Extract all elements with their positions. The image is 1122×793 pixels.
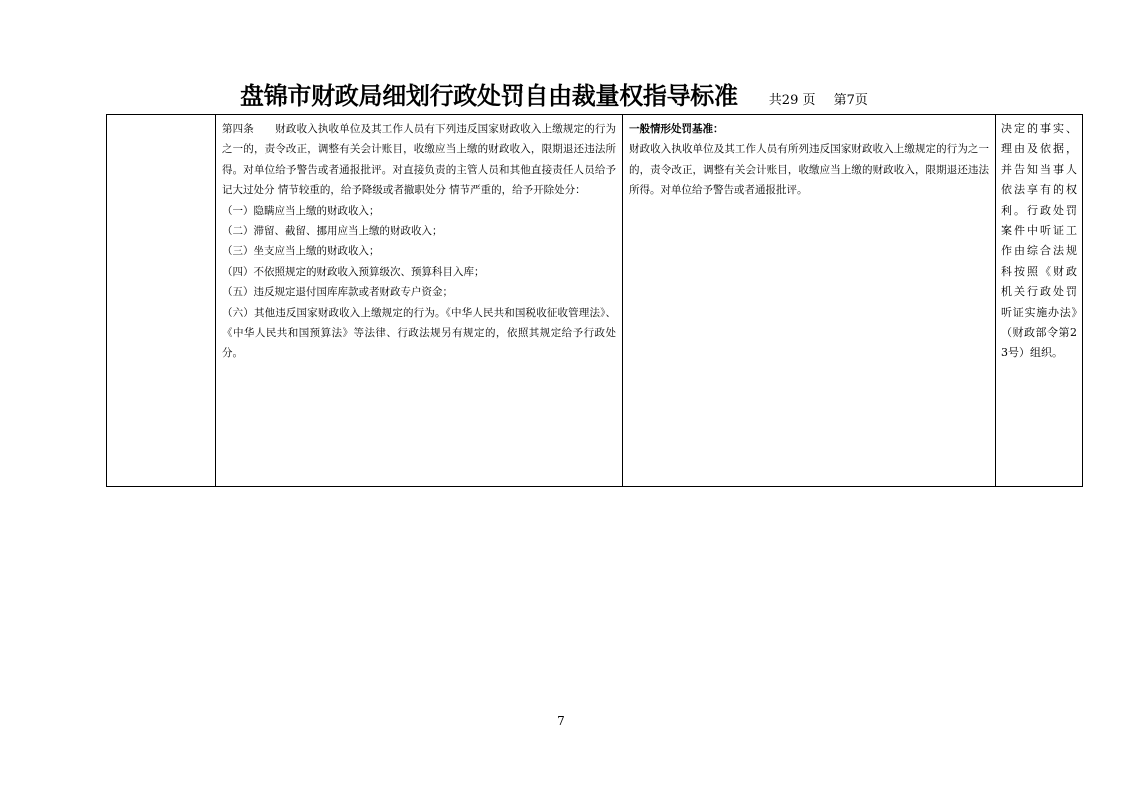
page-header xyxy=(240,76,1040,110)
provision-paragraph: 第四条 财政收入执收单位及其工作人员有下列违反国家财政收入上缴规定的行为之一的，责令改正，调整有关会计账目，收缴应当上缴的财政收入，限期退还违法所得。对单位给予警告或者通报批评。对直接负责的主管人员和其他直接责任人员给予记大过处分 情节较重的，给予降级或者撤职处分 情节严重的，给予开除处分： xyxy=(222,123,616,197)
table-cell-legal-provision xyxy=(216,115,623,486)
table-cell-penalty-standard xyxy=(623,115,996,486)
procedure-notes-text: 决定的事实、理由及依据，并告知当事人依法享有的权利。行政处罚案件中听证工作由综合法规科按照《财政机关行政处罚听证实施办法》（财政部令第23号）组织。 xyxy=(1001,122,1077,360)
provision-item: （三）坐支应当上缴的财政收入； xyxy=(222,245,380,258)
standards-table xyxy=(106,114,1083,487)
document-title: 盘锦市财政局细划行政处罚自由裁量权指导标准 xyxy=(240,82,738,110)
provision-item: （四）不依照规定的财政收入预算级次、预算科目入库； xyxy=(222,265,485,278)
provision-item: （二）滞留、截留、挪用应当上缴的财政收入； xyxy=(222,225,443,238)
current-page: 第7页 xyxy=(833,93,868,108)
page-number: 7 xyxy=(557,714,565,728)
penalty-standard-text: 财政收入执收单位及其工作人员有所列违反国家财政收入上缴规定的行为之一的，责令改正，调整有关会计账目，收缴应当上缴的财政收入，限期退还违法所得。对单位给予警告或者通报批评。 xyxy=(629,143,989,197)
penalty-standard-heading: 一般情形处罚基准： xyxy=(629,123,724,135)
table-cell-category xyxy=(107,115,216,486)
table-cell-procedure-notes xyxy=(996,115,1082,486)
provision-item: （一）隐瞒应当上缴的财政收入； xyxy=(222,204,380,217)
legal-provision-text xyxy=(222,119,616,364)
total-pages: 共29 页 xyxy=(768,93,816,108)
provision-item: （六）其他违反国家财政收入上缴规定的行为。《中华人民共和国税收征收管理法》、《中华人民共和国预算法》等法律、行政法规另有规定的，依照其规定给予行政处分。 xyxy=(222,306,616,360)
provision-item: （五）违反规定退付国库库款或者财政专户资金； xyxy=(222,286,453,299)
page-info xyxy=(769,89,882,108)
